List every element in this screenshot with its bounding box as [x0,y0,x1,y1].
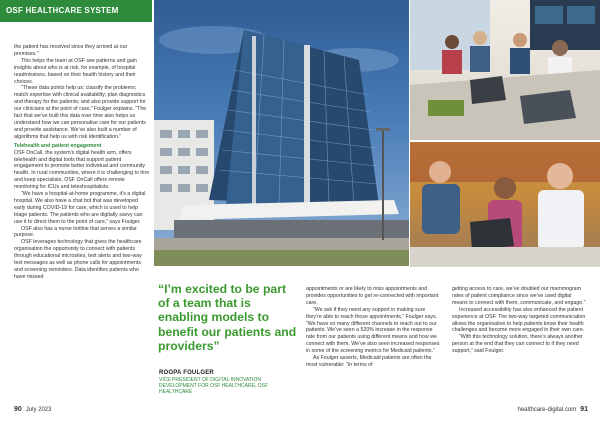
paragraph: OSF leverages technology that gives the healthcare organisation the opportunity to connect with patients through educational microsites, text alerts and two-way text messages as well as phone calls for appointments and screening reminders. Data identifies patients who have missed [14,239,142,280]
text-column-1 [14,44,150,281]
quote-author-role: VICE PRESIDENT OF DIGITAL INNOVATION DEVELOPMENT FOR OSF HEALTHCARE, OSF HEALTHCARE [159,377,268,395]
footer-left [14,406,51,413]
paragraph: This helps the team at OSF see patterns and gain insights about who is at risk, for example, of hospital readmissions, based on their health history and their choices. [14,57,137,85]
paragraph: the patient has received since they arrived at our premises.” [14,44,128,57]
team-photo [410,142,600,267]
issue-date: July 2023 [25,407,52,413]
paragraph: OSF OnCall, the system’s digital health arm, offers telehealth and digital tools that support patient engagement to promote better individual and community health. In rural communities, where it is challenging to hire and keep specialists, OSF OnCall offers remote monitoring for ICUs and teleshospitalists. [14,149,150,191]
paragraph: As Foulger asserts, Medicaid patients are often the most vulnerable: “In terms of [306,355,432,368]
paragraph: “We ask if they need any support in making sure they’re able to reach those appointments,” Foulger says. “We have so many different channels to reach out to our patients. We’ve seen a 520% increase in the response rate from our patients using different means and how we connect with them. We’ve also seen increased responses in some of the screening metrics for Medicaid patients.” [306,306,440,355]
paragraph: OSF also has a nurse hotline that serves a similar purpose. [14,225,137,239]
paragraph: Increased accessibility has also enhanced the patient experience at OSF. The two-way targeted communication allows the organisation to help patients know their health challenges and become more engaged in their own care. [452,306,586,334]
page-number-right: 91 [580,406,588,413]
paragraph: “With this technology solution, there’s always another person at the end that they can connect to if they need support,” said Foulger. [452,334,583,355]
building-photo [154,0,409,266]
paragraph: “We have a hospital-at-home programme, it’s a digital hospital. We also have a chat bot that was developed early during COVID-19 for care, which is used to help triage patients. The patients who are digitally savvy can use it to direct them to the point of care,” says Foulger. [14,191,146,225]
pull-quote: “I’m excited to be part of a team that is enabling models to benefit our patients and providers” [158,282,297,353]
footer-right [518,406,589,413]
site-url: healthcare-digital.com [517,407,577,413]
section-title: OSF HEALTHCARE SYSTEM [6,6,119,15]
paragraph: “These data points help us: classify the problems; match expertise with clinical availability; plan diagnostics and therapy for the patients; and also provide support for our clinicians at the point of care,” Foulger explains. “The fact that we’ve built this data over time also helps us understand how we can personalise care for our patients and provide assistance. We’ve also built a number of algorithms that help us with risk identification.” [14,85,147,140]
text-column-3 [452,286,588,355]
paragraph: appointments or are likely to miss appointments and provides opportunities to get re-connected with important care. [306,286,439,306]
subheading: Telehealth and patient engagement [14,142,102,149]
paragraph: getting access to care, we’ve doubled our mammogram rates of patient compliance since we’ve used digital means to connect with them, communicate, and engage.” [452,286,586,306]
page-number-left: 90 [14,406,22,413]
meeting-photo [410,0,600,140]
text-column-2 [306,286,442,369]
quote-author-name: ROOPA FOULGER [159,370,214,376]
